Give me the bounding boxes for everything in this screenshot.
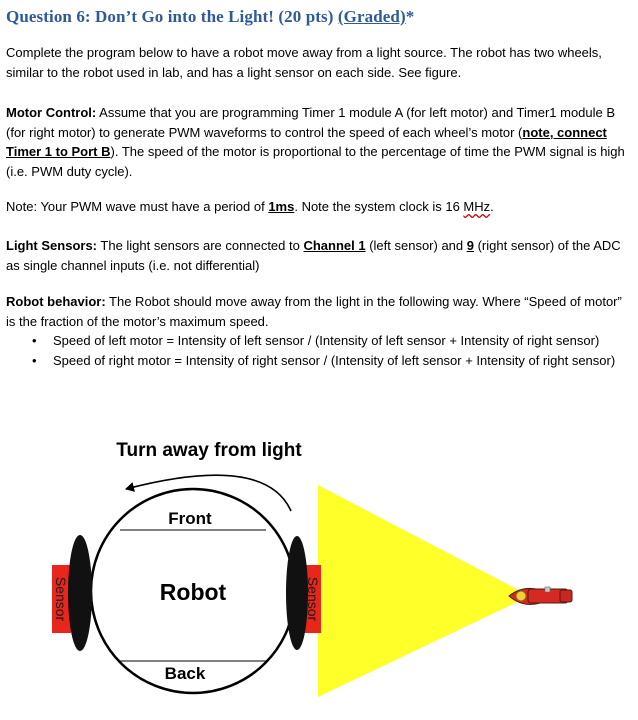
motor-control-note: note, connect Timer 1 to Port B [6, 124, 607, 159]
robot-behavior-label: Robot behavior: [6, 294, 106, 309]
title-asterisk: * [405, 7, 415, 26]
light-sensors-text-2: (left sensor) and [365, 238, 467, 253]
robot-label: Robot [159, 579, 227, 605]
list-item [6, 331, 626, 351]
pwm-note-text-2: . Note the system clock is 16 [294, 199, 464, 214]
pwm-note-text: Note: Your PWM wave must have a period of [6, 199, 269, 214]
right-wheel [286, 536, 308, 650]
back-label: Back [164, 664, 206, 683]
behavior-bullet-list [6, 331, 626, 370]
left-wheel [68, 535, 92, 651]
channel-1: Channel 1 [303, 238, 366, 253]
mhz-unit: MHz [463, 199, 491, 214]
left-sensor-label: Sensor [53, 576, 69, 622]
list-item [6, 351, 626, 371]
light-sensors-text-3: (right sensor) of the ADC as single channel inputs (i.e. not differential) [6, 238, 621, 273]
pwm-note-paragraph [6, 197, 632, 217]
robot-behavior-paragraph [6, 292, 632, 331]
light-sensors-text: The light sensors are connected to [97, 238, 304, 253]
motor-control-text-2: ). The speed of the motor is proportional to the percentage of time the PWM signal is high (i.e. PWM duty cycle). [6, 144, 625, 179]
question-title [6, 7, 414, 27]
motor-control-label: Motor Control: [6, 105, 97, 120]
robot-behavior-text: The Robot should move away from the light in the following way. Where “Speed of motor” is the fraction of the motor’s maximum speed. [6, 294, 622, 329]
light-sensors-paragraph [6, 236, 632, 275]
right-motor-formula: Speed of right motor = Intensity of right sensor / (Intensity of left sensor + Intensity of right sensor) [53, 352, 616, 368]
pwm-note-text-3: . [490, 199, 494, 214]
light-sensors-label: Light Sensors: [6, 238, 98, 253]
channel-9: 9 [466, 238, 474, 253]
question-title-main: Question 6: Don’t Go into the Light! (20 pts) [6, 7, 338, 26]
figure-caption: Turn away from light [116, 440, 302, 461]
graded-label: (Graded) [337, 7, 406, 26]
motor-control-text: Assume that you are programming Timer 1 module A (for left motor) and Timer1 module B (for right motor) to generate PWM waveforms to control the speed of each wheel’s motor ( [6, 105, 616, 140]
front-label: Front [168, 509, 212, 528]
intro-paragraph: Complete the program below to have a robot move away from a light source. The robot has two wheels, similar to the robot used in lab, and has a light sensor on each side. See figure. [6, 45, 602, 80]
right-sensor-label: Sensor [305, 576, 321, 622]
robot-figure [0, 420, 638, 720]
motor-control-paragraph [6, 103, 632, 181]
left-motor-formula: Speed of left motor = Intensity of left sensor / (Intensity of left sensor + Intensity of right sensor) [53, 333, 600, 348]
bullet-glyph: • [32, 333, 37, 348]
light-beam [318, 485, 530, 697]
flashlight-icon [509, 587, 572, 604]
bullet-glyph: • [32, 352, 37, 368]
pwm-period: 1ms [268, 199, 295, 214]
